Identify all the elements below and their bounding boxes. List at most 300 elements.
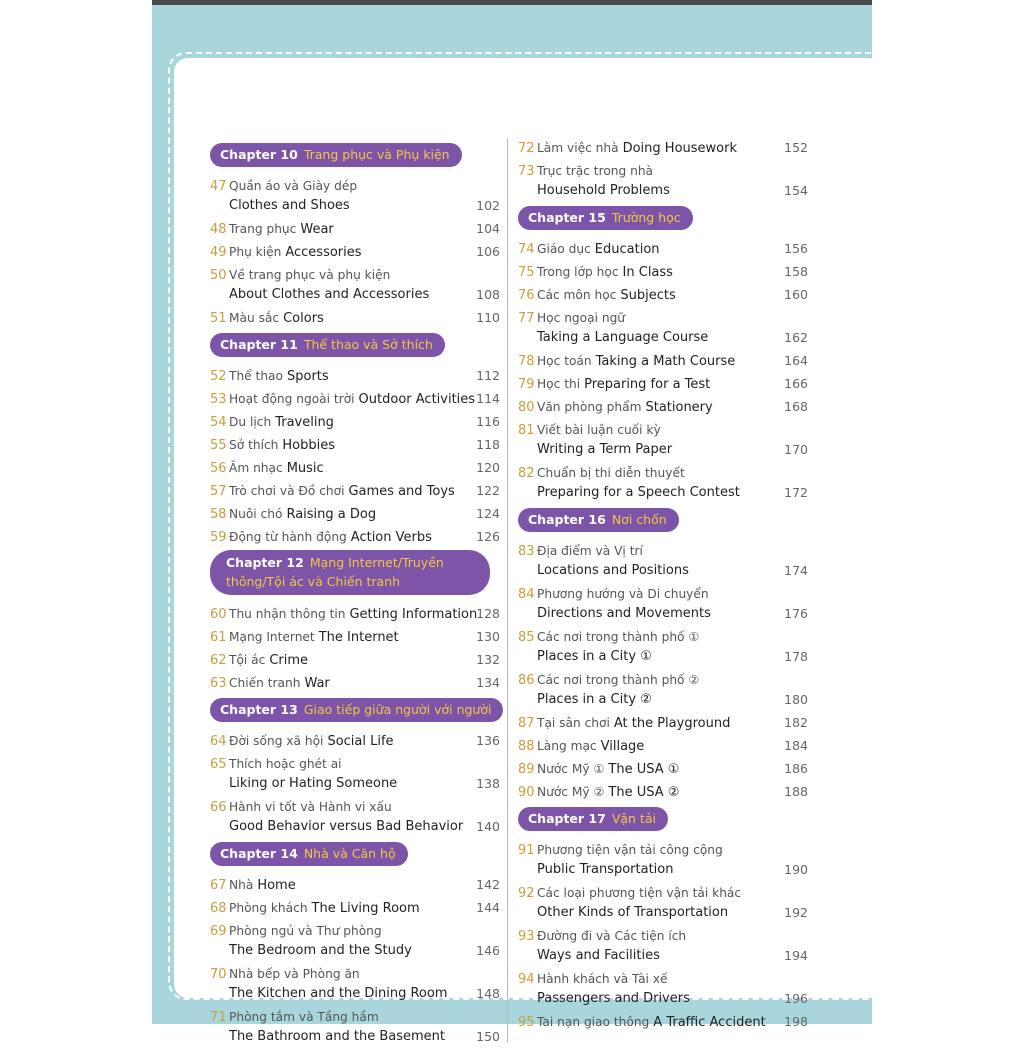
entry-vietnamese-title: Tội ác bbox=[229, 653, 266, 667]
toc-entry bbox=[210, 242, 500, 262]
entry-vietnamese-title: Chuẩn bị thi diễn thuyết bbox=[537, 466, 685, 480]
chapter-row bbox=[210, 331, 500, 357]
entry-english-title: Writing a Term Paper bbox=[537, 442, 673, 457]
chapter-pill bbox=[210, 698, 503, 722]
entry-line bbox=[210, 964, 500, 984]
entry-vietnamese-title: Phòng ngủ và Thư phòng bbox=[229, 924, 382, 938]
entry-line bbox=[210, 196, 500, 216]
entry-line bbox=[518, 420, 808, 440]
entry-english-title: Home bbox=[257, 878, 296, 893]
toc-card bbox=[174, 58, 894, 1044]
entry-line bbox=[518, 138, 808, 158]
entry-english-title: Preparing for a Speech Contest bbox=[537, 485, 740, 500]
chapter-title: Trang phục và Phụ kiện bbox=[303, 147, 450, 162]
entry-vietnamese-title: Học toán bbox=[537, 354, 592, 368]
entry-line bbox=[518, 351, 808, 371]
entry-number: 52 bbox=[210, 369, 227, 384]
entry-vietnamese-title: Nhà bbox=[229, 878, 254, 892]
entry-line bbox=[210, 627, 500, 647]
entry-line bbox=[518, 627, 808, 647]
entry-page-number: 188 bbox=[784, 784, 808, 799]
entry-number: 84 bbox=[518, 587, 535, 602]
entry-vietnamese-title: Thu nhận thông tin bbox=[229, 607, 346, 621]
toc-entry bbox=[518, 285, 808, 305]
entry-line bbox=[210, 754, 500, 774]
entry-english-title: Accessories bbox=[285, 245, 362, 260]
entry-vietnamese-title: Nước Mỹ ① bbox=[537, 762, 605, 776]
chapter-row bbox=[518, 805, 808, 831]
entry-english-title: Outdoor Activities bbox=[358, 392, 476, 407]
entry-english-title: Subjects bbox=[620, 288, 676, 303]
entry-number: 60 bbox=[210, 607, 227, 622]
entry-line bbox=[518, 483, 808, 503]
entry-number: 61 bbox=[210, 630, 227, 645]
entry-line bbox=[518, 541, 808, 561]
entry-line bbox=[210, 941, 500, 961]
entry-line bbox=[518, 690, 808, 710]
entry-page-number: 198 bbox=[784, 1014, 808, 1029]
entry-number: 70 bbox=[210, 967, 227, 982]
toc-entry bbox=[210, 219, 500, 239]
entry-english-title: The Bathroom and the Basement bbox=[229, 1029, 446, 1044]
chapter-title: Nơi chốn bbox=[611, 512, 667, 527]
entry-page-number: 156 bbox=[784, 241, 808, 256]
entry-line bbox=[518, 239, 808, 259]
entry-number: 62 bbox=[210, 653, 227, 668]
entry-page-number: 180 bbox=[784, 692, 808, 707]
entry-page-number: 184 bbox=[784, 738, 808, 753]
entry-line bbox=[210, 898, 500, 918]
entry-page-number: 174 bbox=[784, 563, 808, 578]
entry-line bbox=[210, 875, 500, 895]
entry-vietnamese-title: Thích hoặc ghét ai bbox=[229, 757, 342, 771]
toc-column-left bbox=[210, 138, 500, 1050]
entry-line bbox=[518, 840, 808, 860]
chapter-number: Chapter 15 bbox=[528, 210, 606, 225]
chapter-title: Mạng Internet/Truyền thông/Tội ác và Chiến tranh bbox=[226, 555, 444, 589]
toc-entry bbox=[210, 875, 500, 895]
toc-entry bbox=[210, 435, 500, 455]
entry-vietnamese-title: Địa điểm và Vị trí bbox=[537, 544, 643, 558]
chapter-pill bbox=[518, 206, 693, 230]
entry-number: 92 bbox=[518, 886, 535, 901]
chapter-title: Thể thao và Sở thích bbox=[303, 337, 433, 352]
toc-entry bbox=[210, 366, 500, 386]
entry-line bbox=[518, 374, 808, 394]
toc-entry bbox=[210, 731, 500, 751]
entry-vietnamese-title: Nước Mỹ ② bbox=[537, 785, 605, 799]
entry-line bbox=[518, 285, 808, 305]
entry-page-number: 186 bbox=[784, 761, 808, 776]
toc-entry bbox=[210, 673, 500, 693]
toc-entry bbox=[210, 964, 500, 1004]
entry-line bbox=[210, 774, 500, 794]
entry-number: 91 bbox=[518, 843, 535, 858]
entry-english-title: War bbox=[304, 676, 330, 691]
toc-entry bbox=[518, 713, 808, 733]
entry-page-number: 122 bbox=[476, 483, 500, 498]
entry-number: 90 bbox=[518, 785, 535, 800]
entry-vietnamese-title: Trục trặc trong nhà bbox=[537, 164, 654, 178]
entry-number: 74 bbox=[518, 242, 535, 257]
toc-entry bbox=[210, 527, 500, 547]
toc-entry bbox=[518, 420, 808, 460]
toc-entry bbox=[210, 627, 500, 647]
entry-page-number: 168 bbox=[784, 399, 808, 414]
entry-number: 64 bbox=[210, 734, 227, 749]
entry-line bbox=[210, 242, 500, 262]
entry-line bbox=[210, 504, 500, 524]
entry-line bbox=[210, 817, 500, 837]
toc-entry bbox=[518, 584, 808, 624]
entry-number: 86 bbox=[518, 673, 535, 688]
entry-english-title: Directions and Movements bbox=[537, 606, 711, 621]
entry-vietnamese-title: Phòng tắm và Tầng hầm bbox=[229, 1010, 379, 1024]
entry-number: 82 bbox=[518, 466, 535, 481]
entry-vietnamese-title: Trò chơi và Đồ chơi bbox=[229, 484, 345, 498]
page-frame bbox=[152, 0, 872, 1044]
chapter-row bbox=[518, 506, 808, 532]
entry-number: 83 bbox=[518, 544, 535, 559]
entry-page-number: 182 bbox=[784, 715, 808, 730]
entry-line bbox=[210, 412, 500, 432]
entry-english-title: Public Transportation bbox=[537, 862, 674, 877]
entry-line bbox=[210, 650, 500, 670]
toc-entry bbox=[518, 239, 808, 259]
toc-entry bbox=[518, 627, 808, 667]
entry-line bbox=[518, 670, 808, 690]
entry-line bbox=[210, 797, 500, 817]
entry-number: 95 bbox=[518, 1015, 535, 1030]
entry-vietnamese-title: Giáo dục bbox=[537, 242, 591, 256]
toc-entry bbox=[518, 782, 808, 802]
toc-entry bbox=[518, 374, 808, 394]
entry-vietnamese-title: Phòng khách bbox=[229, 901, 308, 915]
toc-entry bbox=[518, 308, 808, 348]
entry-vietnamese-title: Trang phục bbox=[229, 222, 297, 236]
entry-vietnamese-title: Tai nạn giao thông bbox=[537, 1015, 650, 1029]
entry-page-number: 140 bbox=[476, 819, 500, 834]
entry-vietnamese-title: Quần áo và Giày dép bbox=[229, 179, 358, 193]
entry-number: 58 bbox=[210, 507, 227, 522]
entry-vietnamese-title: Màu sắc bbox=[229, 311, 280, 325]
entry-line bbox=[210, 219, 500, 239]
entry-line bbox=[518, 308, 808, 328]
entry-line bbox=[210, 435, 500, 455]
entry-line bbox=[210, 1027, 500, 1047]
chapter-pill bbox=[210, 842, 408, 866]
entry-vietnamese-title: Đường đi và Các tiện ích bbox=[537, 929, 687, 943]
entry-page-number: 118 bbox=[476, 437, 500, 452]
entry-english-title: Games and Toys bbox=[348, 484, 455, 499]
chapter-title: Giao tiếp giữa người với người bbox=[303, 702, 492, 717]
entry-number: 78 bbox=[518, 354, 535, 369]
entry-page-number: 194 bbox=[784, 948, 808, 963]
entry-line bbox=[518, 1012, 808, 1032]
entry-vietnamese-title: Nuôi chó bbox=[229, 507, 283, 521]
chapter-number: Chapter 16 bbox=[528, 512, 606, 527]
entry-vietnamese-title: Học thi bbox=[537, 377, 581, 391]
toc-entry bbox=[210, 389, 500, 409]
entry-page-number: 142 bbox=[476, 877, 500, 892]
entry-number: 47 bbox=[210, 179, 227, 194]
entry-number: 94 bbox=[518, 972, 535, 987]
entry-page-number: 170 bbox=[784, 442, 808, 457]
entry-page-number: 192 bbox=[784, 905, 808, 920]
entry-number: 88 bbox=[518, 739, 535, 754]
toc-entry bbox=[210, 898, 500, 918]
entry-page-number: 166 bbox=[784, 376, 808, 391]
toc-entry bbox=[518, 926, 808, 966]
entry-line bbox=[518, 397, 808, 417]
entry-english-title: Places in a City ① bbox=[537, 649, 652, 664]
entry-vietnamese-title: Các loại phương tiện vận tải khác bbox=[537, 886, 742, 900]
toc-entry bbox=[518, 670, 808, 710]
entry-page-number: 124 bbox=[476, 506, 500, 521]
chapter-row bbox=[210, 550, 500, 595]
entry-page-number: 154 bbox=[784, 183, 808, 198]
entry-line bbox=[210, 366, 500, 386]
toc-entry bbox=[518, 759, 808, 779]
entry-english-title: Hobbies bbox=[282, 438, 336, 453]
entry-english-title: At the Playground bbox=[613, 716, 731, 731]
entry-english-title: A Traffic Accident bbox=[653, 1015, 766, 1030]
entry-page-number: 136 bbox=[476, 733, 500, 748]
entry-line bbox=[518, 969, 808, 989]
toc-entry bbox=[518, 161, 808, 201]
entry-line bbox=[210, 984, 500, 1004]
entry-number: 53 bbox=[210, 392, 227, 407]
entry-english-title: Places in a City ② bbox=[537, 692, 652, 707]
entry-line bbox=[518, 883, 808, 903]
toc-entry bbox=[210, 176, 500, 216]
toc-entry bbox=[518, 969, 808, 1009]
entry-vietnamese-title: Viết bài luận cuối kỳ bbox=[537, 423, 661, 437]
entry-number: 87 bbox=[518, 716, 535, 731]
entry-english-title: Getting Information bbox=[349, 607, 478, 622]
chapter-pill bbox=[210, 550, 490, 595]
toc-column-right bbox=[518, 138, 808, 1035]
entry-page-number: 132 bbox=[476, 652, 500, 667]
entry-number: 75 bbox=[518, 265, 535, 280]
entry-page-number: 102 bbox=[476, 198, 500, 213]
entry-number: 55 bbox=[210, 438, 227, 453]
entry-number: 89 bbox=[518, 762, 535, 777]
entry-vietnamese-title: Tại sân chơi bbox=[537, 716, 610, 730]
entry-english-title: The Kitchen and the Dining Room bbox=[229, 986, 448, 1001]
entry-line bbox=[210, 527, 500, 547]
entry-page-number: 116 bbox=[476, 414, 500, 429]
entry-number: 93 bbox=[518, 929, 535, 944]
chapter-title: Nhà và Căn hộ bbox=[303, 846, 396, 861]
entry-line bbox=[210, 731, 500, 751]
entry-page-number: 150 bbox=[476, 1029, 500, 1044]
entry-number: 63 bbox=[210, 676, 227, 691]
entry-vietnamese-title: Các môn học bbox=[537, 288, 617, 302]
entry-english-title: The Living Room bbox=[311, 901, 420, 916]
entry-line bbox=[210, 458, 500, 478]
chapter-row bbox=[518, 204, 808, 230]
entry-vietnamese-title: Các nơi trong thành phố ② bbox=[537, 673, 700, 687]
toc-entry bbox=[210, 412, 500, 432]
entry-line bbox=[518, 782, 808, 802]
entry-number: 79 bbox=[518, 377, 535, 392]
entry-line bbox=[210, 921, 500, 941]
chapter-pill bbox=[210, 143, 462, 167]
toc-entry bbox=[518, 138, 808, 158]
entry-vietnamese-title: Hành khách và Tài xế bbox=[537, 972, 668, 986]
entry-number: 68 bbox=[210, 901, 227, 916]
entry-number: 73 bbox=[518, 164, 535, 179]
entry-page-number: 104 bbox=[476, 221, 500, 236]
toc-entry bbox=[518, 463, 808, 503]
entry-vietnamese-title: Hành vi tốt và Hành vi xấu bbox=[229, 800, 392, 814]
entry-number: 57 bbox=[210, 484, 227, 499]
entry-page-number: 138 bbox=[476, 776, 500, 791]
entry-english-title: Crime bbox=[269, 653, 309, 668]
entry-vietnamese-title: Mạng Internet bbox=[229, 630, 315, 644]
entry-line bbox=[210, 481, 500, 501]
entry-page-number: 152 bbox=[784, 140, 808, 155]
entry-line bbox=[518, 440, 808, 460]
entry-page-number: 178 bbox=[784, 649, 808, 664]
chapter-number: Chapter 12 bbox=[226, 555, 304, 570]
entry-page-number: 162 bbox=[784, 330, 808, 345]
entry-line bbox=[518, 181, 808, 201]
entry-line bbox=[518, 759, 808, 779]
entry-number: 85 bbox=[518, 630, 535, 645]
entry-line bbox=[210, 1007, 500, 1027]
entry-line bbox=[518, 584, 808, 604]
chapter-row bbox=[210, 696, 500, 722]
entry-english-title: Preparing for a Test bbox=[584, 377, 711, 392]
toc-entry bbox=[518, 840, 808, 880]
entry-english-title: Doing Housework bbox=[622, 141, 737, 156]
entry-vietnamese-title: Đời sống xã hội bbox=[229, 734, 324, 748]
chapter-title: Vận tải bbox=[611, 811, 656, 826]
toc-entry bbox=[518, 397, 808, 417]
entry-page-number: 172 bbox=[784, 485, 808, 500]
entry-line bbox=[210, 389, 500, 409]
toc-entry bbox=[210, 308, 500, 328]
entry-line bbox=[518, 463, 808, 483]
entry-english-title: The Internet bbox=[318, 630, 399, 645]
toc-entry bbox=[210, 754, 500, 794]
entry-english-title: Household Problems bbox=[537, 183, 670, 198]
chapter-number: Chapter 10 bbox=[220, 147, 298, 162]
entry-vietnamese-title: Các nơi trong thành phố ① bbox=[537, 630, 700, 644]
toc-entry bbox=[210, 481, 500, 501]
entry-number: 72 bbox=[518, 141, 535, 156]
entry-vietnamese-title: Phụ kiện bbox=[229, 245, 282, 259]
entry-line bbox=[518, 736, 808, 756]
entry-page-number: 148 bbox=[476, 986, 500, 1001]
entry-number: 67 bbox=[210, 878, 227, 893]
entry-line bbox=[518, 262, 808, 282]
toc-entry bbox=[210, 650, 500, 670]
entry-page-number: 158 bbox=[784, 264, 808, 279]
entry-line bbox=[518, 713, 808, 733]
top-bar bbox=[152, 0, 872, 5]
entry-vietnamese-title: Chiến tranh bbox=[229, 676, 301, 690]
entry-page-number: 108 bbox=[476, 287, 500, 302]
entry-page-number: 190 bbox=[784, 862, 808, 877]
column-divider bbox=[507, 138, 508, 1043]
entry-number: 50 bbox=[210, 268, 227, 283]
entry-number: 66 bbox=[210, 800, 227, 815]
chapter-row bbox=[210, 840, 500, 866]
entry-english-title: The USA ① bbox=[608, 762, 680, 777]
entry-english-title: Traveling bbox=[275, 415, 334, 430]
entry-vietnamese-title: Làng mạc bbox=[537, 739, 597, 753]
entry-page-number: 126 bbox=[476, 529, 500, 544]
entry-line bbox=[210, 265, 500, 285]
entry-line bbox=[210, 604, 500, 624]
entry-page-number: 130 bbox=[476, 629, 500, 644]
entry-line bbox=[518, 989, 808, 1009]
entry-number: 49 bbox=[210, 245, 227, 260]
toc-entry bbox=[518, 351, 808, 371]
entry-page-number: 164 bbox=[784, 353, 808, 368]
entry-english-title: Good Behavior versus Bad Behavior bbox=[229, 819, 464, 834]
entry-number: 51 bbox=[210, 311, 227, 326]
entry-english-title: Passengers and Drivers bbox=[537, 991, 690, 1006]
entry-english-title: The Bedroom and the Study bbox=[229, 943, 412, 958]
entry-line bbox=[210, 308, 500, 328]
entry-english-title: Locations and Positions bbox=[537, 563, 689, 578]
entry-page-number: 160 bbox=[784, 287, 808, 302]
entry-number: 54 bbox=[210, 415, 227, 430]
entry-vietnamese-title: Du lịch bbox=[229, 415, 272, 429]
toc-entry bbox=[210, 604, 500, 624]
toc-entry bbox=[210, 1007, 500, 1047]
entry-page-number: 114 bbox=[476, 391, 500, 406]
entry-page-number: 146 bbox=[476, 943, 500, 958]
entry-vietnamese-title: Văn phòng phẩm bbox=[537, 400, 642, 414]
entry-english-title: Other Kinds of Transportation bbox=[537, 905, 729, 920]
toc-entry bbox=[210, 504, 500, 524]
entry-line bbox=[518, 561, 808, 581]
chapter-pill bbox=[518, 508, 679, 532]
entry-line bbox=[518, 604, 808, 624]
chapter-number: Chapter 14 bbox=[220, 846, 298, 861]
toc-entry bbox=[518, 1012, 808, 1032]
entry-english-title: Taking a Math Course bbox=[595, 354, 736, 369]
entry-page-number: 144 bbox=[476, 900, 500, 915]
entry-line bbox=[210, 285, 500, 305]
entry-line bbox=[518, 926, 808, 946]
chapter-title: Trường học bbox=[611, 210, 681, 225]
toc-entry bbox=[518, 736, 808, 756]
chapter-pill bbox=[518, 807, 668, 831]
chapter-number: Chapter 13 bbox=[220, 702, 298, 717]
entry-english-title: Colors bbox=[283, 311, 324, 326]
entry-number: 71 bbox=[210, 1010, 227, 1025]
entry-line bbox=[518, 328, 808, 348]
toc-entry bbox=[518, 541, 808, 581]
entry-english-title: In Class bbox=[622, 265, 673, 280]
entry-english-title: Wear bbox=[300, 222, 334, 237]
entry-english-title: Education bbox=[594, 242, 660, 257]
entry-english-title: Taking a Language Course bbox=[537, 330, 709, 345]
toc-entry bbox=[210, 458, 500, 478]
entry-english-title: Social Life bbox=[327, 734, 394, 749]
entry-page-number: 106 bbox=[476, 244, 500, 259]
entry-number: 65 bbox=[210, 757, 227, 772]
entry-english-title: Action Verbs bbox=[350, 530, 432, 545]
chapter-row bbox=[210, 141, 500, 167]
entry-english-title: Village bbox=[600, 739, 645, 754]
